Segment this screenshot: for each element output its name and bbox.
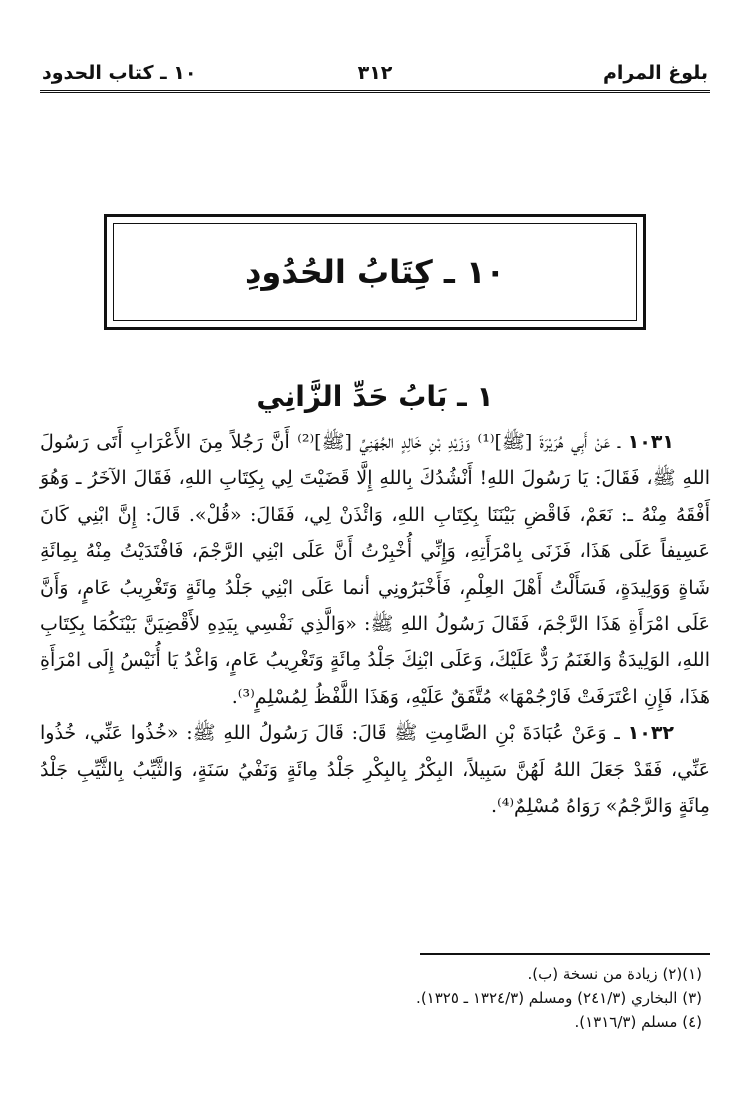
hadith-text: ـ وَعَنْ عُبَادَةَ بْنِ الصَّامِتِ ﷺ قَالَ: قَالَ رَسُولُ اللهِ ﷺ: «خُذُوا عَنِّي، خُذُوا عَنِّي، فَقَدْ جَعَلَ اللهُ لَهُنَّ سَبِيلاً، البِكْرُ بِالبِكْرِ جَلْدُ مِائَةٍ وَنَفْيُ سَنَةٍ، وَالثَّيِّبُ بِالثَّيِّبِ جَلْدُ مِائَةٍ وَالرَّجْمُ» رَوَاهُ مُسْلِمٌ⁽⁴⁾. <box>40 722 710 818</box>
hadith-number: ١٠٣٢ <box>627 722 675 745</box>
running-header-chapter: ١٠ ـ كتاب الحدود <box>42 62 197 84</box>
footnote: (٤) مسلم (١٣١٦/٣). <box>574 1013 702 1031</box>
footnotes <box>40 962 702 1034</box>
hadith-paragraph <box>40 715 710 824</box>
header-rule <box>40 90 710 93</box>
running-header <box>40 58 710 92</box>
footnote: (٣) البخاري (٢٤١/٣) ومسلم (١٣٢٤/٣ ـ ١٣٢٥). <box>416 989 702 1007</box>
footnote: (١)(٢) زيادة من نسخة (ب). <box>527 965 702 983</box>
book-title-frame <box>104 214 646 330</box>
chapter-heading: ١ ـ بَابُ حَدِّ الزَّانِي <box>256 380 494 413</box>
page-number: ٣١٢ <box>357 62 393 84</box>
hadith-number: ١٠٣١ <box>627 431 674 453</box>
book-title-frame-inner <box>113 223 637 321</box>
book-title: ١٠ ـ كِتَابُ الحُدُودِ <box>244 253 506 291</box>
book-page <box>40 50 710 1090</box>
running-header-book-title: بلوغ المرام <box>602 62 708 84</box>
hadith-paragraph <box>40 424 710 715</box>
hadith-text: ـ عَنْ أَبِي هُرَيْرَةَ [ﷺ]⁽¹⁾ وَزَيْدِ بْنِ خَالِدٍ الجُهَنِيِّ [ﷺ]⁽²⁾ أَنَّ رَجُلاً مِنَ الأَعْرَابِ أَتَى رَسُولَ اللهِ ﷺ، فَقَالَ: يَا رَسُولَ اللهِ! أَنْشُدُكَ بِاللهِ إِلَّا قَضَيْتَ لِي بِكِتَابِ اللهِ، فَقَالَ الآخَرُ ـ وَهُوَ أَفْقَهُ مِنْهُ ـ: نَعَمْ، فَاقْضِ بَيْنَنَا بِكِتَابِ اللهِ، وَائْذَنْ لِي، فَقَالَ: «قُلْ». قَالَ: إِنَّ ابْنِي كَانَ عَسِيفاً عَلَى هَذَا، فَزَنَى بِامْرَأَتِهِ، وَإِنِّي أُخْبِرْتُ أَنَّ عَلَى ابْنِي الرَّجْمَ، فَافْتَدَيْتُ مِنْهُ بِمِائَةِ شَاةٍ وَوَلِيدَةٍ، فَسَأَلْتُ أَهْلَ العِلْمِ، فَأَخْبَرُونِي أنما عَلَى ابْنِي جَلْدُ مِائَةٍ وَتَغْرِيبُ عَامٍ، وَأَنَّ عَلَى امْرَأَةِ هَذَا الرَّجْمَ، فَقَالَ رَسُولُ اللهِ ﷺ: «وَالَّذِي نَفْسِي بِيَدِهِ لأَقْضِيَنَّ بَيْنَكُمَا بِكِتَابِ اللهِ، الوَلِيدَةُ وَالغَنَمُ رَدٌّ عَلَيْكَ، وَعَلَى ابْنِكَ جَلْدُ مِائَةٍ وَتَغْرِيبُ عَامٍ، وَاغْدُ يَا أُنَيْسُ إِلَى امْرَأَةِ هَذَا، فَإِنِ اعْتَرَفَتْ فَارْجُمْهَا» مُتَّفَقٌ عَلَيْهِ، وَهَذَا اللَّفْظُ لِمُسْلِمٍ⁽³⁾. <box>40 431 710 708</box>
footnote-rule <box>420 953 710 955</box>
body-text <box>40 424 710 824</box>
